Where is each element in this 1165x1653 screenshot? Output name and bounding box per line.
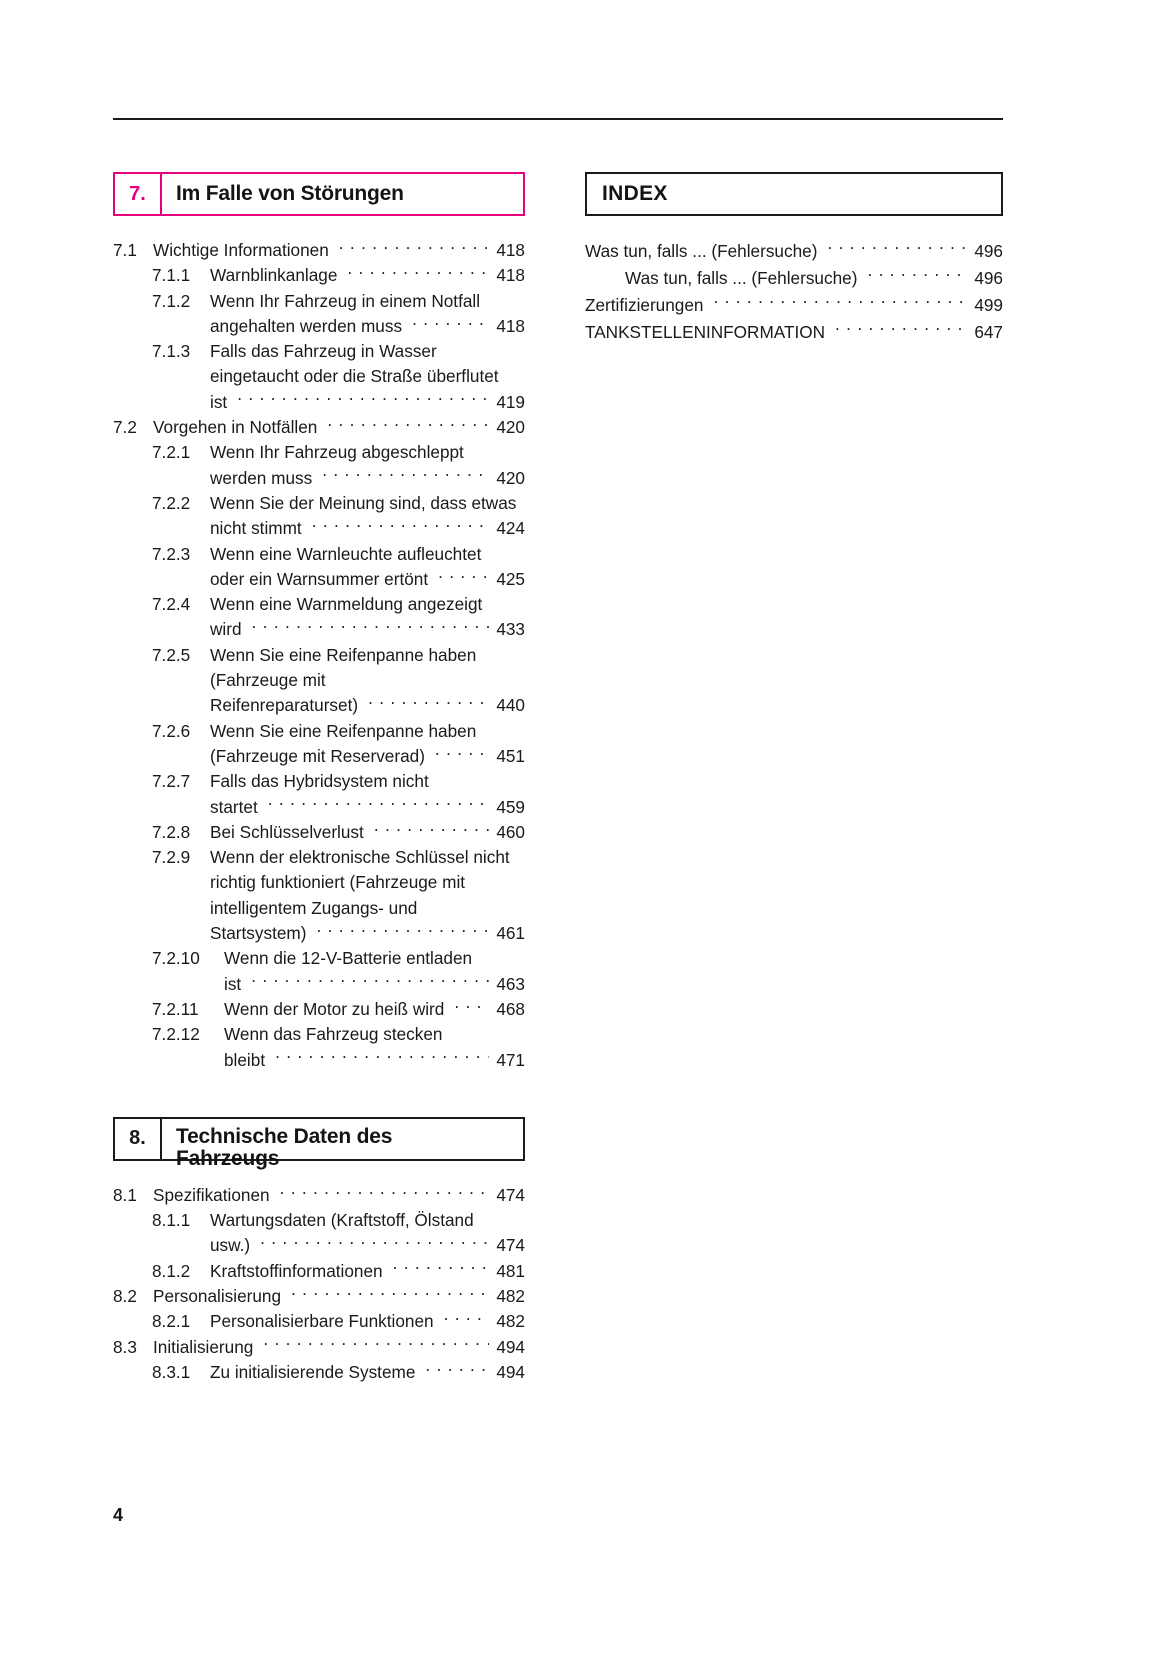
toc-entry[interactable] xyxy=(113,820,525,845)
toc-entry-body xyxy=(210,1259,525,1284)
toc-entry-leader-line xyxy=(224,997,525,1022)
index-entry-list xyxy=(585,238,1003,346)
toc-entry-body xyxy=(153,415,525,440)
toc-entry-leader-line xyxy=(210,466,525,491)
toc-entry-page: 482 xyxy=(496,1311,525,1332)
toc-entry-body xyxy=(210,845,525,946)
toc-entry[interactable] xyxy=(113,238,525,263)
leader-dots xyxy=(827,240,967,257)
chapter-number-8: 8. xyxy=(115,1119,162,1159)
toc-entry-leader-line xyxy=(210,820,525,845)
toc-entry-label-line: Wenn eine Warnleuchte aufleuchtet xyxy=(210,543,482,564)
index-entry[interactable] xyxy=(585,292,1003,319)
toc-entry[interactable] xyxy=(113,1335,525,1360)
toc-entry-body xyxy=(153,238,525,263)
leader-dots xyxy=(713,294,967,311)
toc-entry-label-line: Wenn die 12-V-Batterie entladen xyxy=(224,948,473,969)
toc-entry-label: Personalisierung xyxy=(153,1285,282,1306)
toc-entry[interactable] xyxy=(113,1022,525,1073)
toc-entry-label-line: Wenn Sie der Meinung sind, dass etwas xyxy=(210,492,517,513)
toc-entry[interactable] xyxy=(113,339,525,415)
toc-entry-number: 7.2.8 xyxy=(152,821,191,842)
toc-entry-body xyxy=(210,289,525,340)
toc-entry-body xyxy=(210,440,525,491)
toc-entry-number: 7.2 xyxy=(113,417,137,438)
toc-entry-number: 7.1.3 xyxy=(152,341,191,362)
leader-dots xyxy=(327,416,489,433)
toc-entry-leader-line xyxy=(210,617,525,642)
leader-dots xyxy=(454,998,489,1015)
toc-entry-label: (Fahrzeuge mit Reserverad) xyxy=(210,745,425,766)
toc-entry-number: 7.2.1 xyxy=(152,442,191,463)
toc-entry-label-line: Wartungsdaten (Kraftstoff, Ölstand xyxy=(210,1210,474,1231)
chapter-title-8: Technische Daten des Fahrzeugs xyxy=(176,1124,393,1171)
toc-entry-label: ist xyxy=(210,391,228,412)
toc-entry-body xyxy=(224,946,525,997)
toc-entry-number: 7.2.5 xyxy=(152,644,191,665)
toc-entry[interactable] xyxy=(113,769,525,820)
toc-entry-page: 433 xyxy=(496,619,525,640)
toc-entry-number: 7.1.2 xyxy=(152,290,191,311)
index-header xyxy=(585,172,1003,216)
toc-entry-leader-line xyxy=(210,921,525,946)
toc-entry-page: 468 xyxy=(496,998,525,1019)
toc-entry-page: 420 xyxy=(496,417,525,438)
toc-entry-number: 7.1.1 xyxy=(152,265,191,286)
toc-entry-label: Kraftstoffinformationen xyxy=(210,1260,383,1281)
toc-entry-number: 7.2.12 xyxy=(152,1024,200,1045)
toc-entry-label-line: Wenn eine Warnmeldung angezeigt xyxy=(210,594,483,615)
leader-dots xyxy=(435,745,489,762)
index-entry[interactable] xyxy=(585,319,1003,346)
toc-entry-body xyxy=(224,997,525,1022)
toc-entry[interactable] xyxy=(113,592,525,643)
leader-dots xyxy=(438,568,489,585)
index-entry-page: 647 xyxy=(974,322,1003,342)
toc-entry-label: Vorgehen in Notfällen xyxy=(153,417,318,438)
leader-dots xyxy=(412,315,489,332)
toc-entry-page: 419 xyxy=(496,391,525,412)
toc-entry-page: 481 xyxy=(496,1260,525,1281)
toc-entry-body xyxy=(210,820,525,845)
chapter-header-8 xyxy=(113,1117,525,1171)
toc-entry[interactable] xyxy=(113,415,525,440)
leader-dots xyxy=(252,618,489,635)
toc-entry-leader-line xyxy=(210,314,525,339)
toc-entry[interactable] xyxy=(113,1309,525,1334)
page-number: 4 xyxy=(113,1505,124,1525)
toc-list-chapter-7 xyxy=(113,238,525,1073)
toc-entry[interactable] xyxy=(113,1208,525,1259)
leader-dots xyxy=(291,1285,489,1302)
leader-dots xyxy=(312,517,489,534)
toc-left-column xyxy=(113,172,525,1385)
toc-entry-page: 424 xyxy=(496,518,525,539)
toc-entry-body xyxy=(210,542,525,593)
toc-entry-label: Reifenreparaturset) xyxy=(210,695,359,716)
toc-entry-number: 8.3 xyxy=(113,1336,137,1357)
leader-dots xyxy=(275,1048,489,1065)
toc-entry-body xyxy=(210,643,525,719)
toc-entry-number: 8.2 xyxy=(113,1285,137,1306)
leader-dots xyxy=(374,821,489,838)
toc-entry[interactable] xyxy=(113,1360,525,1385)
toc-entry-leader-line xyxy=(210,795,525,820)
toc-entry-body xyxy=(153,1335,525,1360)
toc-entry-label: Wenn der Motor zu heiß wird xyxy=(224,998,445,1019)
toc-entry-label-line: intelligentem Zugangs- und xyxy=(210,897,418,918)
toc-entry-label: werden muss xyxy=(210,467,313,488)
index-heading-label: INDEX xyxy=(602,182,668,205)
toc-entry-number: 7.2.6 xyxy=(152,720,191,741)
toc-entry-number: 7.2.7 xyxy=(152,771,191,792)
toc-entry-leader-line xyxy=(210,1309,525,1334)
toc-entry-page: 425 xyxy=(496,568,525,589)
toc-entry[interactable] xyxy=(113,542,525,593)
toc-entry[interactable] xyxy=(113,1284,525,1309)
toc-entry[interactable] xyxy=(113,491,525,542)
toc-entry-label: Wichtige Informationen xyxy=(153,240,329,260)
toc-entry-page: 418 xyxy=(496,265,525,286)
leader-dots xyxy=(316,922,489,939)
toc-entry-body xyxy=(210,1360,525,1385)
toc-entry-leader-line xyxy=(224,972,525,997)
toc-entry[interactable] xyxy=(113,997,525,1022)
toc-entry-leader-line xyxy=(210,1360,525,1385)
index-entry-page: 499 xyxy=(974,295,1003,315)
index-entry[interactable] xyxy=(585,265,1003,292)
toc-entry-body xyxy=(210,592,525,643)
toc-entry-number: 8.3.1 xyxy=(152,1361,191,1382)
header-rule xyxy=(113,118,1003,120)
toc-entry-leader-line xyxy=(210,567,525,592)
toc-entry-leader-line xyxy=(210,1259,525,1284)
index-entry-label: Zertifizierungen xyxy=(585,295,704,315)
leader-dots xyxy=(393,1260,489,1277)
toc-entry[interactable] xyxy=(113,719,525,770)
toc-entry-label: ist xyxy=(224,973,242,994)
toc-entry-number: 7.1 xyxy=(113,240,137,260)
toc-entry[interactable] xyxy=(113,1183,525,1208)
toc-entry-leader-line xyxy=(210,516,525,541)
toc-entry-page: 461 xyxy=(496,923,525,944)
chapter-title-7: Im Falle von Störungen xyxy=(176,182,404,205)
leader-dots xyxy=(339,239,489,256)
toc-entry-page: 460 xyxy=(496,821,525,842)
toc-entry-leader-line xyxy=(210,390,525,415)
toc-entry-number: 7.2.2 xyxy=(152,492,191,513)
toc-entry-body xyxy=(153,1284,525,1309)
toc-entry-page: 474 xyxy=(496,1184,525,1205)
toc-entry-body xyxy=(153,1183,525,1208)
toc-entry-number: 8.1.2 xyxy=(152,1260,191,1281)
leader-dots xyxy=(425,1361,489,1378)
toc-entry-label-line: richtig funktioniert (Fahrzeuge mit xyxy=(210,872,466,893)
index-entry[interactable] xyxy=(585,238,1003,265)
toc-entry-page: 482 xyxy=(496,1285,525,1306)
toc-entry-page: 459 xyxy=(496,796,525,817)
toc-entry-leader-line xyxy=(210,693,525,718)
toc-entry-label-line: Wenn Sie eine Reifenpanne haben xyxy=(210,720,477,741)
leader-dots xyxy=(322,466,489,483)
toc-list-chapter-8 xyxy=(113,1183,525,1385)
toc-entry-page: 451 xyxy=(496,745,525,766)
toc-entry-number: 7.2.10 xyxy=(152,948,200,969)
toc-entry-label-line: Wenn Sie eine Reifenpanne haben xyxy=(210,644,477,665)
leader-dots xyxy=(280,1184,489,1201)
toc-entry-body xyxy=(210,1309,525,1334)
toc-entry-leader-line xyxy=(153,238,525,263)
toc-entry-label-line: (Fahrzeuge mit xyxy=(210,670,326,691)
toc-entry-body xyxy=(210,1208,525,1259)
toc-entry-number: 8.2.1 xyxy=(152,1311,191,1332)
toc-entry-label: startet xyxy=(210,796,258,817)
toc-entry-page: 440 xyxy=(496,695,525,716)
toc-entry-label-line: Wenn der elektronische Schlüssel nicht xyxy=(210,847,510,868)
toc-entry-label-line: Wenn Ihr Fahrzeug abgeschleppt xyxy=(210,442,464,463)
toc-entry-page: 471 xyxy=(496,1049,525,1070)
toc-entry-label: angehalten werden muss xyxy=(210,315,403,336)
toc-entry-number: 7.2.4 xyxy=(152,594,191,615)
toc-entry[interactable] xyxy=(113,263,525,288)
toc-entry-body xyxy=(210,491,525,542)
toc-entry-label-line: eingetaucht oder die Straße überflutet xyxy=(210,366,499,387)
toc-entry-number: 8.1 xyxy=(113,1184,137,1205)
toc-entry-label: nicht stimmt xyxy=(210,518,302,539)
leader-dots xyxy=(237,391,489,408)
index-entry-page: 496 xyxy=(974,241,1003,261)
toc-entry-leader-line xyxy=(224,1048,525,1073)
toc-entry-label: oder ein Warnsummer ertönt xyxy=(210,568,429,589)
toc-entry-body xyxy=(210,719,525,770)
toc-entry-leader-line xyxy=(210,1233,525,1258)
toc-entry-leader-line xyxy=(210,744,525,769)
toc-entry-label: Zu initialisierende Systeme xyxy=(210,1361,416,1382)
toc-entry-label: Spezifikationen xyxy=(153,1184,270,1205)
toc-entry[interactable] xyxy=(113,289,525,340)
toc-entry-page: 463 xyxy=(496,973,525,994)
toc-entry-page: 474 xyxy=(496,1235,525,1256)
toc-entry-body xyxy=(210,263,525,288)
toc-entry-leader-line xyxy=(153,1183,525,1208)
toc-entry-number: 7.2.9 xyxy=(152,847,191,868)
index-entry-label: Was tun, falls ... (Fehlersuche) xyxy=(585,241,818,261)
toc-entry-number: 7.2.11 xyxy=(152,998,199,1019)
index-entry-label: Was tun, falls ... (Fehlersuche) xyxy=(625,268,858,288)
leader-dots xyxy=(867,267,967,284)
toc-entry[interactable] xyxy=(113,845,525,946)
toc-entry-page: 494 xyxy=(496,1336,525,1357)
leader-dots xyxy=(368,694,489,711)
toc-entry-page: 418 xyxy=(496,240,525,260)
toc-entry-page: 418 xyxy=(496,315,525,336)
toc-entry-label: bleibt xyxy=(224,1049,266,1070)
leader-dots xyxy=(263,1335,489,1352)
index-right-column xyxy=(585,172,1003,346)
toc-entry-label-line: Wenn das Fahrzeug stecken xyxy=(224,1024,443,1045)
toc-entry-label-line: Falls das Fahrzeug in Wasser xyxy=(210,341,437,362)
toc-entry-label: Startsystem) xyxy=(210,923,307,944)
toc-entry-page: 494 xyxy=(496,1361,525,1382)
toc-entry-page: 420 xyxy=(496,467,525,488)
toc-entry-leader-line xyxy=(153,1335,525,1360)
toc-entry-body xyxy=(210,769,525,820)
toc-entry-label: Personalisierbare Funktionen xyxy=(210,1311,434,1332)
toc-entry-label: Bei Schlüsselverlust xyxy=(210,821,364,842)
toc-entry-body xyxy=(210,339,525,415)
toc-entry-label-line: Wenn Ihr Fahrzeug in einem Notfall xyxy=(210,290,481,311)
toc-entry-label: wird xyxy=(210,619,242,640)
toc-entry-label: usw.) xyxy=(210,1235,251,1256)
toc-entry-body xyxy=(224,1022,525,1073)
toc-entry[interactable] xyxy=(113,643,525,719)
toc-entry[interactable] xyxy=(113,1259,525,1284)
toc-entry-label: Initialisierung xyxy=(153,1336,254,1357)
toc-entry[interactable] xyxy=(113,946,525,997)
toc-entry-label-line: Falls das Hybridsystem nicht xyxy=(210,771,429,792)
toc-entry-leader-line xyxy=(210,263,525,288)
toc-entry-leader-line xyxy=(153,415,525,440)
toc-entry[interactable] xyxy=(113,440,525,491)
toc-entry-leader-line xyxy=(153,1284,525,1309)
index-entry-page: 496 xyxy=(974,268,1003,288)
toc-entry-label: Warnblinkanlage xyxy=(210,265,338,286)
leader-dots xyxy=(835,321,967,338)
leader-dots xyxy=(251,972,489,989)
leader-dots xyxy=(260,1234,489,1251)
leader-dots xyxy=(268,795,489,812)
leader-dots xyxy=(347,264,489,281)
chapter-number-7: 7. xyxy=(115,174,162,214)
leader-dots xyxy=(444,1310,489,1327)
toc-entry-number: 7.2.3 xyxy=(152,543,191,564)
chapter-header-7 xyxy=(113,172,525,216)
index-entry-label: TANKSTELLENINFORMATION xyxy=(585,322,826,342)
toc-entry-number: 8.1.1 xyxy=(152,1210,191,1231)
